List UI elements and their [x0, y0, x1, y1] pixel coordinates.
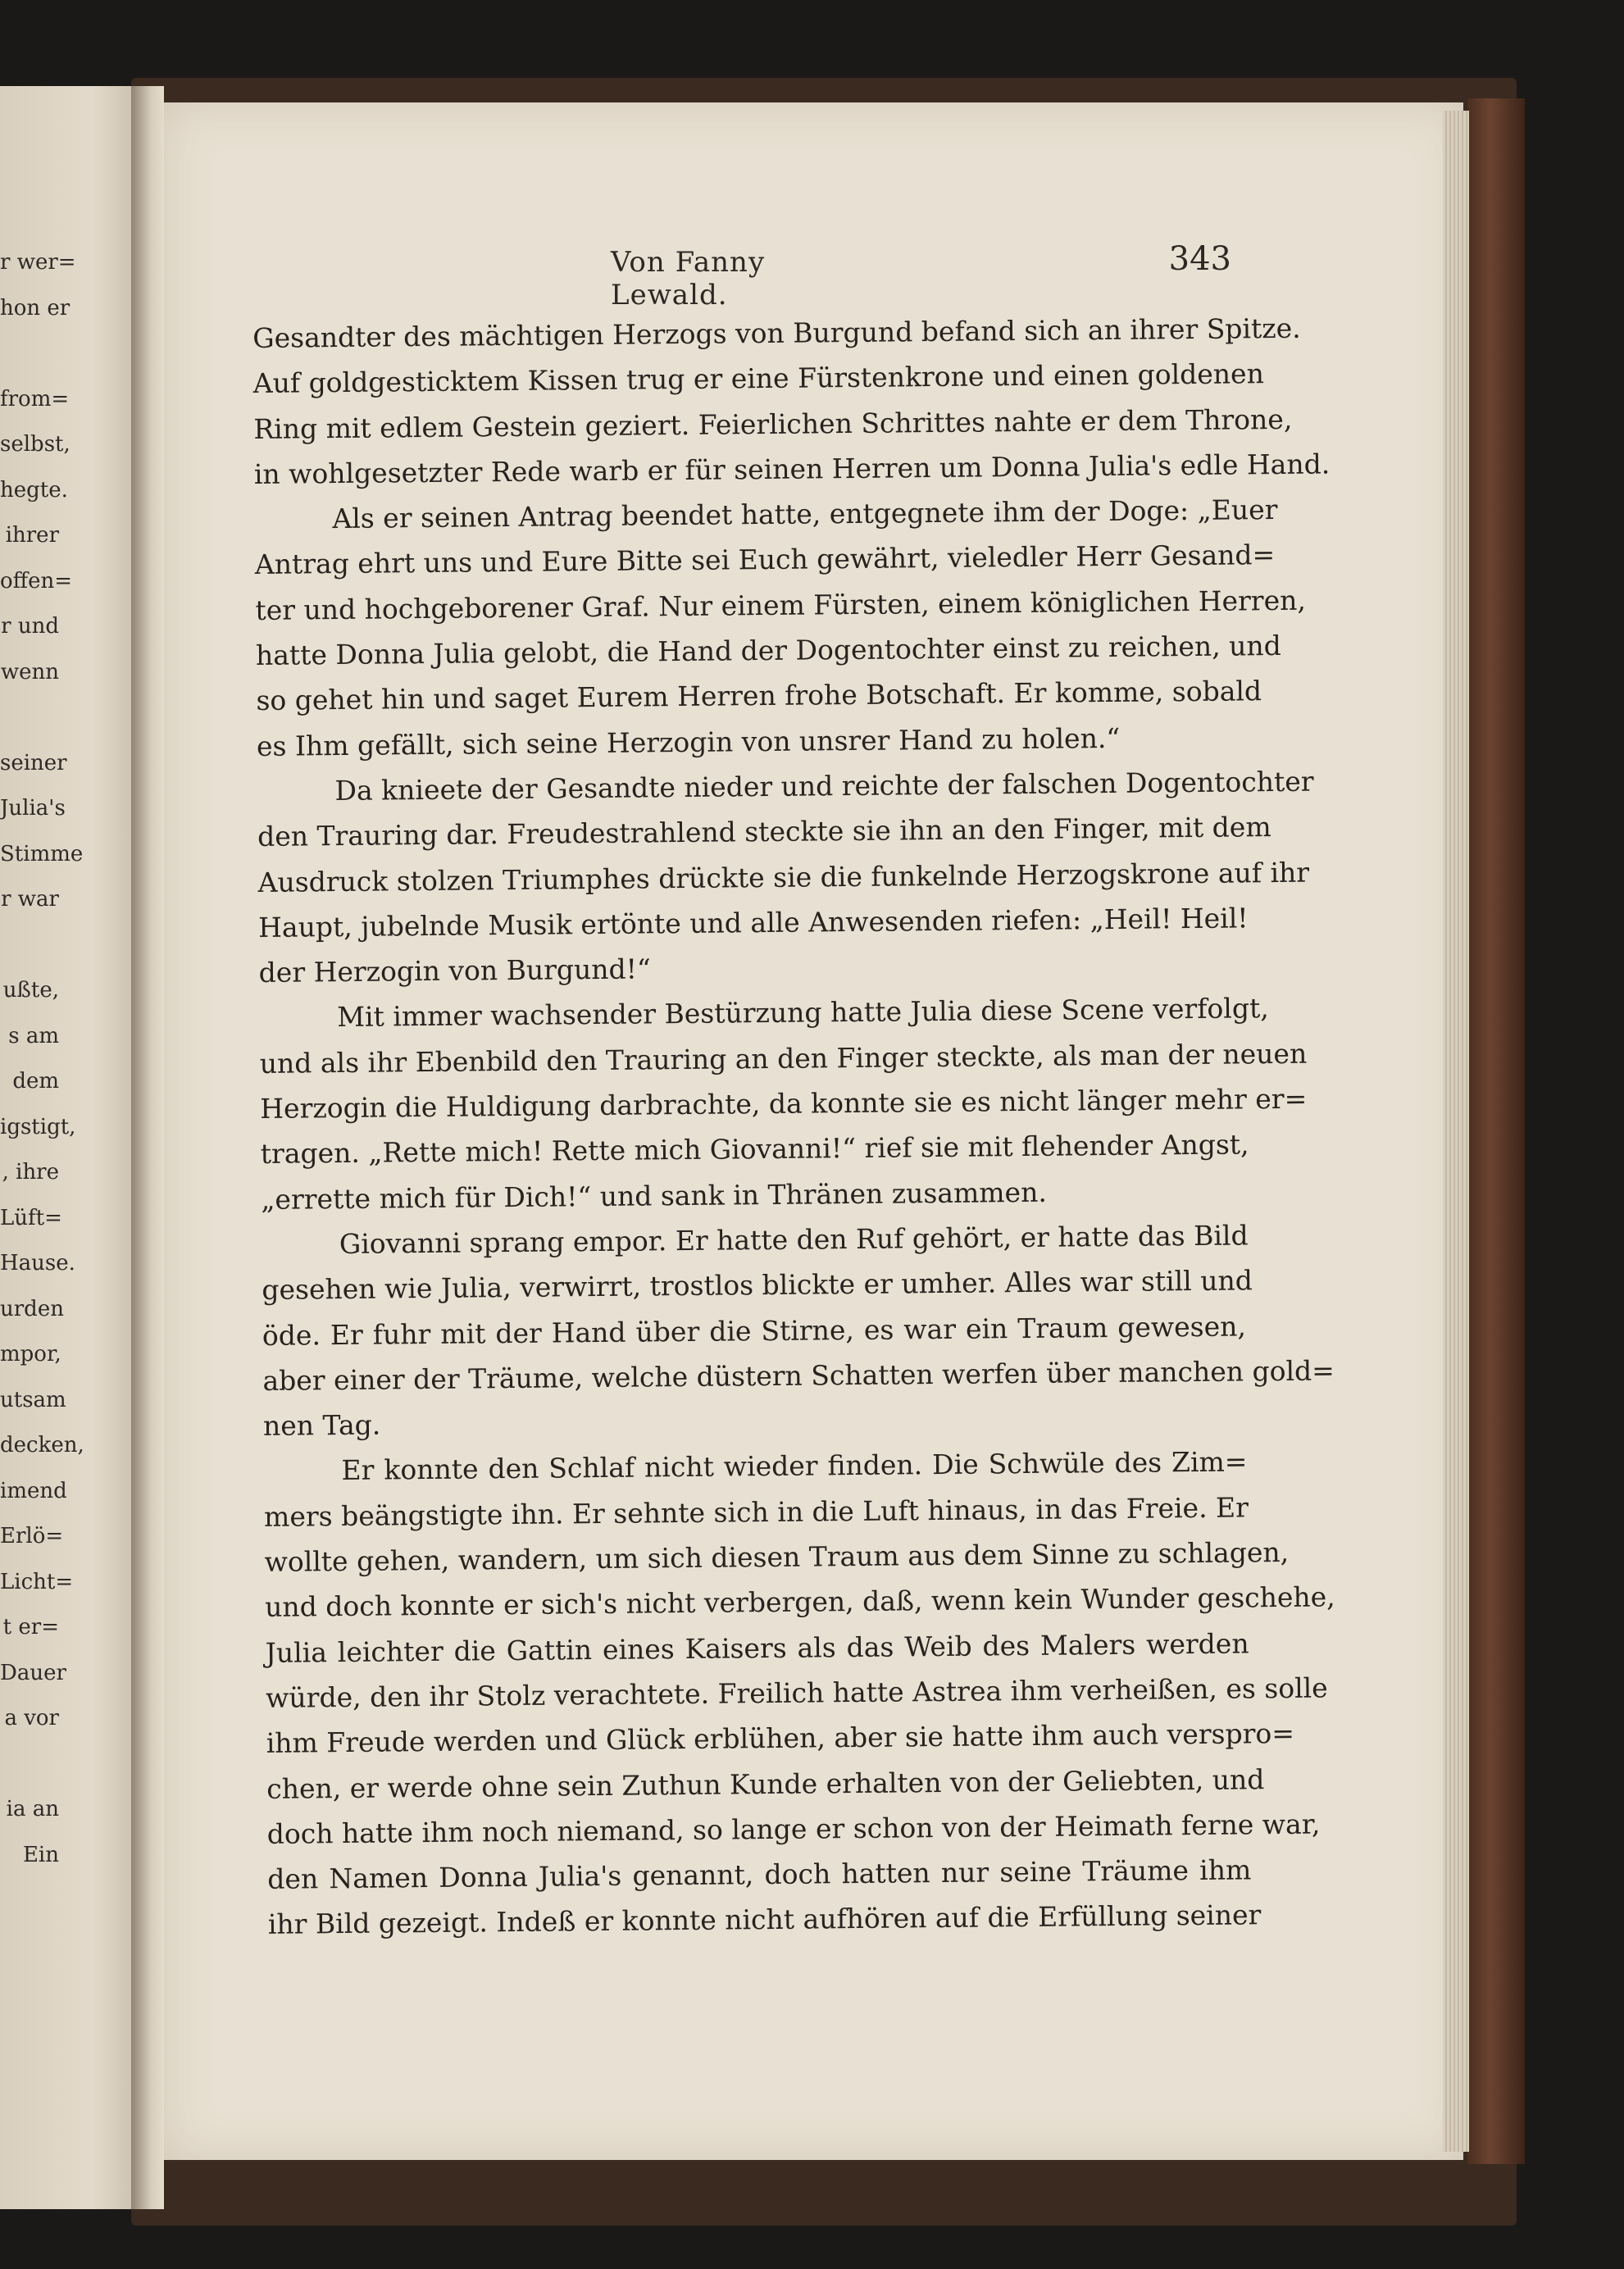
text-line: Mit immer wachsender Bestürzung hatte Julia diese Scene verfolgt, [337, 992, 1269, 1034]
text-line: Er konnte den Schlaf nicht wieder finden. Die Schwüle des Zim= [341, 1445, 1248, 1487]
text-line: ihm Freude werden und Glück erblühen, aber sie hatte ihm auch verspro= [266, 1717, 1295, 1760]
text-line: doch hatte ihm noch niemand, so lange er schon von der Heimath ferne war, [266, 1807, 1321, 1850]
running-head: Von Fanny Lewald. [611, 246, 766, 311]
left-page-text-fragment: a vor [4, 1706, 59, 1730]
text-line: gesehen wie Julia, verwirrt, trostlos blickte er umher. Alles war still und [262, 1264, 1253, 1307]
text-line: Als er seinen Antrag beendet hatte, entgegnete ihm der Doge: „Euer [332, 493, 1278, 535]
left-page-text-fragment: Ein [22, 1842, 59, 1867]
text-line: Auf goldgesticktem Kissen trug er eine Fürstenkrone und einen goldenen [252, 357, 1265, 400]
left-page-text-fragment: igstigt, [0, 1114, 76, 1139]
text-line: Julia leichter die Gattin eines Kaisers als das Weib des Malers werden [265, 1627, 1249, 1669]
left-page-text-fragment: decken, [0, 1433, 84, 1457]
left-page-text-fragment: utsam [0, 1387, 66, 1412]
left-page-text-fragment: Julia's [0, 796, 66, 821]
text-line: den Namen Donna Julia's genannt, doch hatten nur seine Träume ihm [267, 1853, 1252, 1896]
text-line: Da knieete der Gesandte nieder und reichte der falschen Dogentochter [334, 765, 1314, 807]
text-line: Giovanni sprang empor. Er hatte den Ruf gehört, er hatte das Bild [339, 1219, 1249, 1260]
left-page-text-fragment: r wer= [0, 250, 76, 275]
left-page-text-fragment: offen= [0, 568, 73, 593]
text-line: Herzogin die Huldigung darbrachte, da konnte sie es nicht länger mehr er= [260, 1082, 1308, 1125]
text-line: in wohlgesetzter Rede warb er für seinen Herren um Donna Julia's edle Hand. [253, 448, 1331, 490]
left-page-text-fragment: t er= [2, 1615, 59, 1639]
text-line: es Ihm gefällt, sich seine Herzogin von unsrer Hand zu holen.“ [256, 721, 1121, 762]
text-line: aber einer der Träume, welche düstern Schatten werfen über manchen gold= [262, 1354, 1335, 1397]
text-line: Ring mit edlem Gestein geziert. Feierlichen Schrittes nahte er dem Throne, [253, 402, 1293, 445]
left-page-text-fragment: ia an [6, 1797, 59, 1821]
page-edges [1443, 111, 1469, 2152]
text-line: den Trauring dar. Freudestrahlend steckte sie ihn an den Finger, mit dem [257, 811, 1271, 853]
text-line: tragen. „Rette mich! Rette mich Giovanni!“ rief sie mit flehender Angst, [260, 1128, 1249, 1171]
left-page-text-fragment: hegte. [0, 477, 68, 502]
left-page-text-fragment: dem [12, 1069, 59, 1094]
left-page-text-fragment: , ihre [2, 1160, 59, 1185]
page-number: 343 [1168, 240, 1231, 278]
left-page-text-fragment: selbst, [0, 432, 71, 457]
text-line: wollte gehen, wandern, um sich diesen Traum aus dem Sinne zu schlagen, [264, 1535, 1290, 1578]
text-line: Gesandter des mächtigen Herzogs von Burgund befand sich an ihrer Spitze. [252, 311, 1301, 354]
left-page-text-fragment: Licht= [0, 1569, 74, 1594]
text-line: chen, er werde ohne sein Zuthun Kunde erhalten von der Geliebten, und [266, 1762, 1265, 1805]
text-line: ihr Bild gezeigt. Indeß er konnte nicht aufhören auf die Erfüllung seiner [267, 1898, 1262, 1941]
text-line: ter und hochgeborener Graf. Nur einem Fürsten, einem königlichen Herren, [255, 584, 1307, 626]
left-page-text-fragment: Dauer [0, 1660, 66, 1685]
left-page-text-fragment: Hause. [0, 1251, 75, 1275]
left-page-text-fragment: seiner [0, 750, 67, 775]
text-line: Antrag ehrt uns und Eure Bitte sei Euch gewährt, vieledler Herr Gesand= [254, 539, 1276, 581]
text-line: mers beängstigte ihn. Er sehnte sich in die Luft hinaus, in das Freie. Er [263, 1491, 1249, 1533]
left-page-text-fragment: Lüft= [0, 1205, 62, 1230]
left-page-text-fragment: Stimme [0, 841, 84, 866]
body-text [252, 306, 1335, 1947]
book-spine-edge [1467, 98, 1525, 2164]
left-page-text-fragment: wenn [0, 659, 59, 684]
left-page-text-fragment: imend [0, 1478, 67, 1503]
left-page-text-fragment: from= [0, 386, 70, 412]
text-line: „errette mich für Dich!“ und sank in Thränen zusammen. [261, 1175, 1048, 1216]
text-line: und als ihr Ebenbild den Trauring an den Finger steckte, als man der neuen [259, 1037, 1308, 1080]
left-page-fragment [0, 86, 131, 2209]
text-line: würde, den ihr Stolz verachtete. Freilich hatte Astrea ihm verheißen, es solle [266, 1671, 1328, 1714]
text-line: Haupt, jubelnde Musik ertönte und alle Anwesenden riefen: „Heil! Heil! [257, 902, 1249, 944]
text-line: hatte Donna Julia gelobt, die Hand der Dogentochter einst zu reichen, und [255, 630, 1281, 672]
text-line: nen Tag. [262, 1408, 381, 1443]
left-page-text-fragment: hon er [0, 295, 71, 321]
text-line: so gehet hin und saget Eurem Herren frohe Botschaft. Er komme, sobald [256, 675, 1262, 717]
left-page-text-fragment: mpor, [0, 1342, 61, 1366]
text-line: öde. Er fuhr mit der Hand über die Stirne, es war ein Traum gewesen, [262, 1309, 1247, 1352]
left-page-text-fragment: r war [1, 887, 59, 912]
left-page-text-fragment: r und [1, 614, 59, 639]
left-page-text-fragment: Erlö= [0, 1524, 64, 1548]
text-line: und doch konnte er sich's nicht verbergen, daß, wenn kein Wunder geschehe, [264, 1580, 1335, 1624]
left-page-text-fragment: ußte, [2, 978, 59, 1003]
text-line: der Herzogin von Burgund!“ [258, 953, 651, 989]
left-page-text-fragment: ihrer [5, 523, 59, 548]
left-page-text-fragment: urden [0, 1296, 64, 1321]
book-gutter [131, 86, 164, 2209]
left-page-text-fragment: s am [8, 1023, 59, 1048]
text-line: Ausdruck stolzen Triumphes drückte sie die funkelnde Herzogskrone auf ihr [257, 856, 1310, 898]
